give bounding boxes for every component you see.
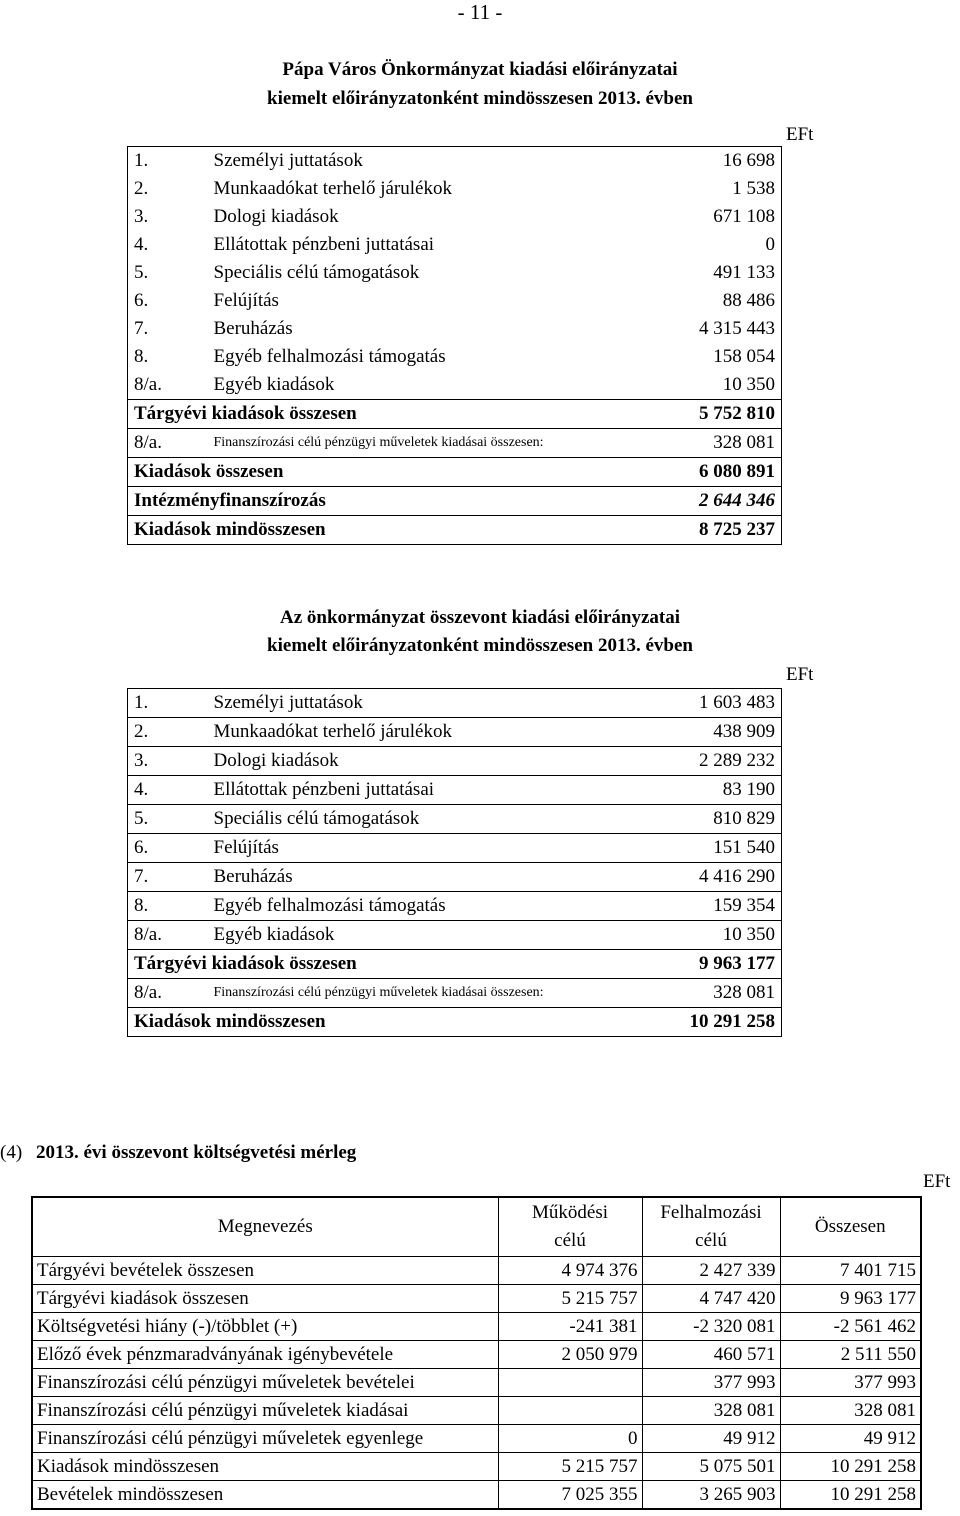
table-row bbox=[128, 259, 782, 287]
section1-title-line1: Pápa Város Önkormányzat kiadási előirányzatai bbox=[282, 59, 678, 80]
financing-number: 8/a. bbox=[128, 979, 208, 1008]
total-current-label: Tárgyévi kiadások összesen bbox=[128, 400, 663, 429]
row-total: 10 291 258 bbox=[780, 1453, 921, 1481]
table-row bbox=[128, 231, 782, 259]
row-number: 5. bbox=[128, 259, 208, 287]
row-capital: 3 265 903 bbox=[642, 1481, 780, 1510]
row-value: 159 354 bbox=[663, 892, 782, 921]
row-value: 16 698 bbox=[663, 147, 782, 176]
institution-financing-row bbox=[128, 487, 782, 516]
total-current-row bbox=[128, 950, 782, 979]
row-label: Speciális célú támogatások bbox=[208, 805, 663, 834]
table-row bbox=[128, 747, 782, 776]
row-label: Személyi juttatások bbox=[208, 147, 663, 176]
grand-total-value: 10 291 258 bbox=[663, 1008, 782, 1037]
table-row bbox=[128, 776, 782, 805]
row-label: Bevételek mindösszesen bbox=[32, 1481, 498, 1510]
row-operating: 5 215 757 bbox=[498, 1285, 642, 1313]
grand-total-row bbox=[128, 516, 782, 545]
grand-total-value: 8 725 237 bbox=[663, 516, 782, 545]
row-total: 49 912 bbox=[780, 1425, 921, 1453]
row-label: Finanszírozási célú pénzügyi műveletek egyenlege bbox=[32, 1425, 498, 1453]
grand-total-label: Kiadások mindösszesen bbox=[128, 516, 663, 545]
financing-label: Finanszírozási célú pénzügyi műveletek kiadásai összesen: bbox=[208, 429, 663, 458]
row-number: 2. bbox=[128, 718, 208, 747]
row-number: 8/a. bbox=[128, 921, 208, 950]
table-row bbox=[128, 203, 782, 231]
row-capital: 2 427 339 bbox=[642, 1257, 780, 1285]
row-number: 1. bbox=[128, 689, 208, 718]
row-operating: 0 bbox=[498, 1425, 642, 1453]
row-number: 8. bbox=[128, 343, 208, 371]
row-label: Dologi kiadások bbox=[208, 747, 663, 776]
row-label: Munkaadókat terhelő járulékok bbox=[213, 178, 452, 199]
financing-row bbox=[128, 429, 782, 458]
row-total: 7 401 715 bbox=[780, 1257, 921, 1285]
row-label: Ellátottak pénzbeni juttatásai bbox=[213, 234, 435, 255]
table-row bbox=[128, 175, 782, 203]
row-label: Egyéb felhalmozási támogatás bbox=[213, 346, 446, 367]
total-current-value: 9 963 177 bbox=[663, 950, 782, 979]
header-total: Összesen bbox=[780, 1197, 921, 1257]
row-total: 2 511 550 bbox=[780, 1341, 921, 1369]
row-label: Egyéb kiadások bbox=[208, 921, 663, 950]
row-number: 4. bbox=[128, 231, 208, 259]
balance-table bbox=[31, 1196, 922, 1510]
balance-header-row bbox=[32, 1197, 921, 1257]
table-row bbox=[32, 1369, 921, 1397]
row-number: 6. bbox=[128, 834, 208, 863]
row-label: Felújítás bbox=[213, 290, 279, 311]
row-operating: 4 974 376 bbox=[498, 1257, 642, 1285]
row-number: 3. bbox=[128, 203, 208, 231]
table-row bbox=[128, 718, 782, 747]
table-row bbox=[128, 371, 782, 400]
section1-title-line2: kiemelt előirányzatonként mindösszesen 2013. évben bbox=[267, 88, 693, 109]
row-value: 88 486 bbox=[663, 287, 782, 315]
row-total: 9 963 177 bbox=[780, 1285, 921, 1313]
row-label: Egyéb felhalmozási támogatás bbox=[208, 892, 663, 921]
row-number: 8. bbox=[128, 892, 208, 921]
table-row bbox=[32, 1425, 921, 1453]
row-value: 2 289 232 bbox=[663, 747, 782, 776]
page-number: - 11 - bbox=[457, 0, 503, 24]
row-number: 5. bbox=[128, 805, 208, 834]
row-label: Speciális célú támogatások bbox=[213, 262, 420, 283]
row-label: Tárgyévi kiadások összesen bbox=[32, 1285, 498, 1313]
total-current-row bbox=[128, 400, 782, 429]
row-number: 7. bbox=[128, 863, 208, 892]
header-name: Megnevezés bbox=[32, 1197, 498, 1257]
row-operating: 5 215 757 bbox=[498, 1453, 642, 1481]
table-row bbox=[32, 1285, 921, 1313]
row-capital: -2 320 081 bbox=[642, 1313, 780, 1341]
table-row bbox=[128, 921, 782, 950]
row-value: 4 416 290 bbox=[663, 863, 782, 892]
row-operating: 2 050 979 bbox=[498, 1341, 642, 1369]
row-value: 671 108 bbox=[663, 203, 782, 231]
row-value: 1 603 483 bbox=[663, 689, 782, 718]
row-number: 4. bbox=[128, 776, 208, 805]
section2-title-line1: Az önkormányzat összevont kiadási előirányzatai bbox=[279, 607, 681, 628]
row-number: 7. bbox=[128, 315, 208, 343]
row-label: Előző évek pénzmaradványának igénybevétele bbox=[32, 1341, 498, 1369]
header-operating: Működési célú bbox=[498, 1197, 642, 1257]
section2-unit: EFt bbox=[786, 664, 814, 685]
row-label: Beruházás bbox=[213, 318, 293, 339]
row-label: Finanszírozási célú pénzügyi műveletek bevételei bbox=[32, 1369, 498, 1397]
row-label: Költségvetési hiány (-)/többlet (+) bbox=[32, 1313, 498, 1341]
total-expenses-row bbox=[128, 458, 782, 487]
table-row bbox=[128, 147, 782, 176]
table-row bbox=[32, 1397, 921, 1425]
table-row bbox=[128, 287, 782, 315]
table-row bbox=[32, 1481, 921, 1510]
row-label: Beruházás bbox=[208, 863, 663, 892]
row-capital: 5 075 501 bbox=[642, 1453, 780, 1481]
table-row bbox=[32, 1341, 921, 1369]
row-operating: 7 025 355 bbox=[498, 1481, 642, 1510]
row-value: 10 350 bbox=[663, 921, 782, 950]
row-label: Kiadások mindösszesen bbox=[32, 1453, 498, 1481]
total-expenses-value: 6 080 891 bbox=[663, 458, 782, 487]
row-value: 83 190 bbox=[663, 776, 782, 805]
table-row bbox=[128, 834, 782, 863]
row-label: Felújítás bbox=[208, 834, 663, 863]
row-capital: 328 081 bbox=[642, 1397, 780, 1425]
table-row bbox=[128, 892, 782, 921]
row-operating bbox=[498, 1369, 642, 1397]
section1-unit: EFt bbox=[786, 124, 814, 145]
row-number: 2. bbox=[128, 175, 208, 203]
row-capital: 377 993 bbox=[642, 1369, 780, 1397]
section3-unit: EFt bbox=[923, 1171, 951, 1192]
table-row bbox=[32, 1257, 921, 1285]
row-number: 8/a. bbox=[128, 371, 208, 400]
total-current-value: 5 752 810 bbox=[663, 400, 782, 429]
row-number: 3. bbox=[128, 747, 208, 776]
row-value: 151 540 bbox=[663, 834, 782, 863]
row-total: 328 081 bbox=[780, 1397, 921, 1425]
row-value: 1 538 bbox=[663, 175, 782, 203]
row-total: -2 561 462 bbox=[780, 1313, 921, 1341]
row-value: 491 133 bbox=[663, 259, 782, 287]
institution-financing-value: 2 644 346 bbox=[663, 487, 782, 516]
row-number: 1. bbox=[128, 147, 208, 176]
institution-financing-label: Intézményfinanszírozás bbox=[128, 487, 663, 516]
row-value: 0 bbox=[663, 231, 782, 259]
row-label: Finanszírozási célú pénzügyi műveletek kiadásai bbox=[32, 1397, 498, 1425]
section2-title-line2: kiemelt előirányzatonként mindösszesen 2013. évben bbox=[267, 635, 693, 656]
row-capital: 49 912 bbox=[642, 1425, 780, 1453]
row-operating bbox=[498, 1397, 642, 1425]
header-capital: Felhalmozási célú bbox=[642, 1197, 780, 1257]
row-total: 10 291 258 bbox=[780, 1481, 921, 1510]
row-value: 4 315 443 bbox=[663, 315, 782, 343]
row-value: 438 909 bbox=[663, 718, 782, 747]
row-value: 810 829 bbox=[663, 805, 782, 834]
row-label: Ellátottak pénzbeni juttatásai bbox=[208, 776, 663, 805]
table-row bbox=[32, 1313, 921, 1341]
grand-total-label: Kiadások mindösszesen bbox=[128, 1008, 663, 1037]
table-row bbox=[128, 805, 782, 834]
row-capital: 460 571 bbox=[642, 1341, 780, 1369]
financing-row bbox=[128, 979, 782, 1008]
row-label: Tárgyévi bevételek összesen bbox=[32, 1257, 498, 1285]
row-operating: -241 381 bbox=[498, 1313, 642, 1341]
table-row bbox=[128, 863, 782, 892]
total-current-label: Tárgyévi kiadások összesen bbox=[128, 950, 663, 979]
section2-table bbox=[127, 688, 782, 1037]
row-value: 10 350 bbox=[663, 371, 782, 400]
row-value: 158 054 bbox=[663, 343, 782, 371]
table-row bbox=[128, 689, 782, 718]
total-expenses-label: Kiadások összesen bbox=[128, 458, 663, 487]
table-row bbox=[128, 315, 782, 343]
table-row bbox=[32, 1453, 921, 1481]
row-label: Munkaadókat terhelő járulékok bbox=[208, 718, 663, 747]
row-label: Személyi juttatások bbox=[208, 689, 663, 718]
table-row bbox=[128, 343, 782, 371]
financing-value: 328 081 bbox=[663, 979, 782, 1008]
section1-table bbox=[127, 146, 782, 545]
row-number: 6. bbox=[128, 287, 208, 315]
financing-value: 328 081 bbox=[663, 429, 782, 458]
row-label: Egyéb kiadások bbox=[213, 374, 335, 395]
section3-number: (4) bbox=[0, 1142, 23, 1163]
financing-label: Finanszírozási célú pénzügyi műveletek kiadásai összesen: bbox=[208, 979, 663, 1008]
section3-title: 2013. évi összevont költségvetési mérleg bbox=[36, 1142, 357, 1163]
row-total: 377 993 bbox=[780, 1369, 921, 1397]
row-capital: 4 747 420 bbox=[642, 1285, 780, 1313]
row-label: Dologi kiadások bbox=[213, 206, 339, 227]
financing-number: 8/a. bbox=[128, 429, 208, 458]
grand-total-row bbox=[128, 1008, 782, 1037]
